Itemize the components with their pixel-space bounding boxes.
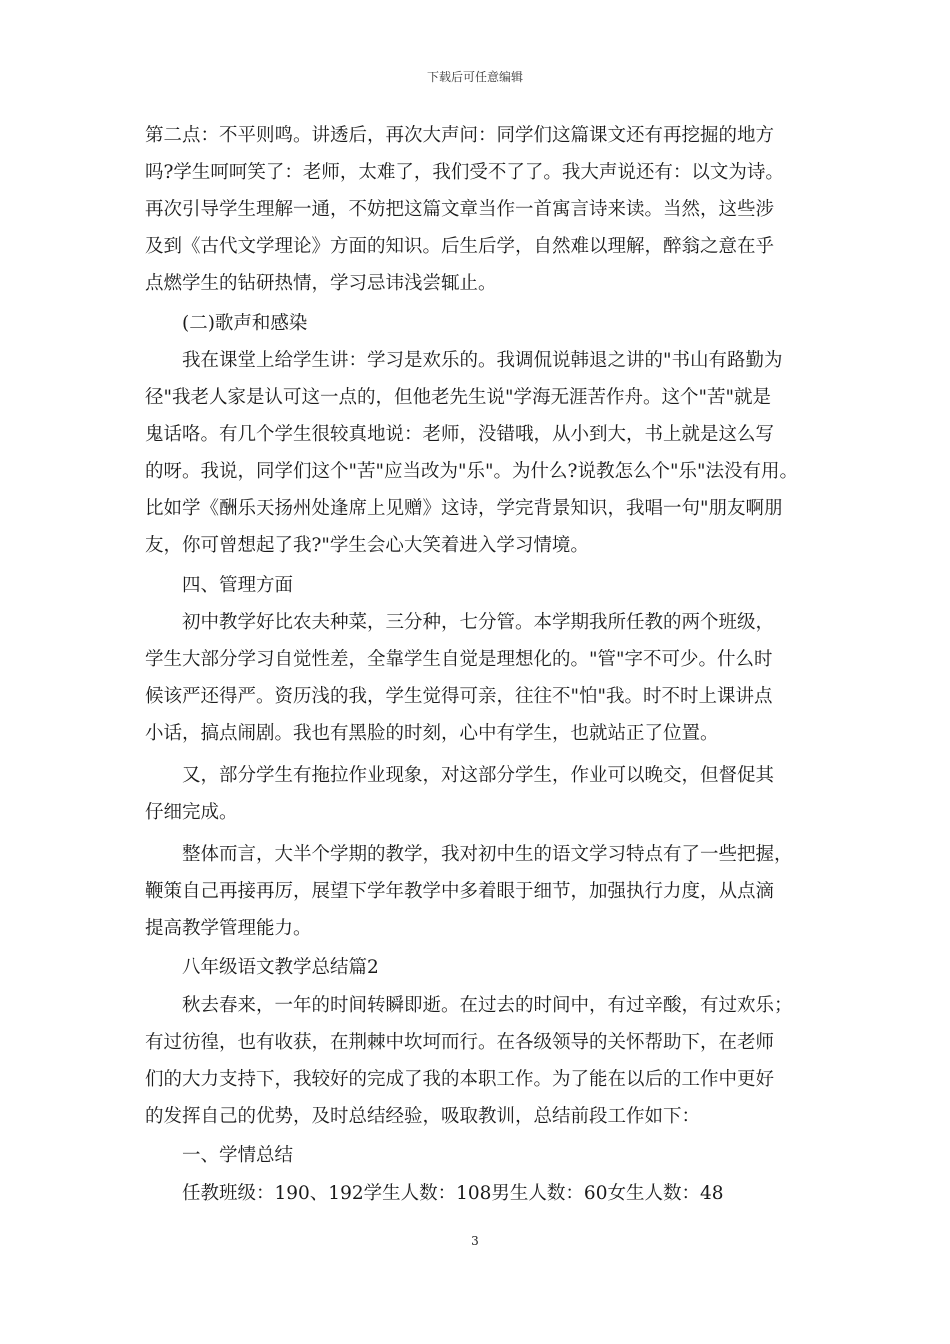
- section-title: 八年级语文教学总结篇2: [182, 957, 379, 978]
- text-line: 候该严还得严。资历浅的我，学生觉得可亲，往往不"怕"我。时不时上课讲点: [145, 686, 773, 707]
- text-line: 小话，搞点闹剧。我也有黑脸的时刻，心中有学生，也就站正了位置。: [145, 723, 719, 744]
- text-line: 的发挥自己的优势，及时总结经验，吸取教训，总结前段工作如下：: [145, 1106, 701, 1127]
- text-line: 比如学《酬乐天扬州处逢席上见赠》这诗，学完背景知识，我唱一句"朋友啊朋: [145, 498, 783, 519]
- text-line: 第二点：不平则鸣。讲透后，再次大声问：同学们这篇课文还有再挖掘的地方: [145, 125, 775, 146]
- text-line: 整体而言，大半个学期的教学，我对初中生的语文学习特点有了一些把握，: [182, 844, 793, 865]
- page-number: 3: [471, 1234, 479, 1248]
- text-line: 任教班级：190、192学生人数：108男生人数：60女生人数：48: [182, 1183, 724, 1204]
- text-line: 我在课堂上给学生讲：学习是欢乐的。我调侃说韩退之讲的"书山有路勤为: [182, 350, 783, 371]
- text-line: 鬼话咯。有几个学生很较真地说：老师，没错哦，从小到大，书上就是这么写: [145, 424, 775, 445]
- text-line: 的呀。我说，同学们这个"苦"应当改为"乐"。为什么?说教怎么个"乐"法没有用。: [145, 461, 798, 482]
- text-line: 初中教学好比农夫种菜，三分种，七分管。本学期我所任教的两个班级，: [182, 612, 775, 633]
- text-line: 们的大力支持下，我较好的完成了我的本职工作。为了能在以后的工作中更好: [145, 1069, 775, 1090]
- text-line: 提高教学管理能力。: [145, 918, 312, 939]
- text-line: 秋去春来，一年的时间转瞬即逝。在过去的时间中，有过辛酸，有过欢乐；: [182, 995, 793, 1016]
- section-heading: (二)歌声和感染: [182, 313, 308, 334]
- text-line: 再次引导学生理解一通，不妨把这篇文章当作一首寓言诗来读。当然，这些涉: [145, 199, 775, 220]
- page-header: 下载后可任意编辑: [426, 70, 523, 84]
- section-heading: 四、管理方面: [182, 575, 294, 596]
- text-line: 吗?学生呵呵笑了：老师，太难了，我们受不了了。我大声说还有：以文为诗。: [145, 162, 784, 183]
- text-line: 学生大部分学习自觉性差，全靠学生自觉是理想化的。"管"字不可少。什么时: [145, 649, 773, 670]
- text-line: 友，你可曾想起了我?"学生会心大笑着进入学习情境。: [145, 535, 589, 556]
- text-line: 有过彷徨，也有收获，在荆棘中坎坷而行。在各级领导的关怀帮助下，在老师: [145, 1032, 775, 1053]
- text-line: 鞭策自己再接再厉，展望下学年教学中多着眼于细节，加强执行力度，从点滴: [145, 881, 775, 902]
- text-line: 点燃学生的钻研热情，学习忌讳浅尝辄止。: [145, 273, 497, 294]
- text-line: 及到《古代文学理论》方面的知识。后生后学，自然难以理解，醉翁之意在乎: [145, 236, 775, 257]
- text-line: 仔细完成。: [145, 802, 238, 823]
- section-heading: 一、学情总结: [182, 1145, 294, 1166]
- text-line: 径"我老人家是认可这一点的，但他老先生说"学海无涯苦作舟。这个"苦"就是: [145, 387, 772, 408]
- text-line: 又，部分学生有拖拉作业现象，对这部分学生，作业可以晚交，但督促其: [182, 765, 775, 786]
